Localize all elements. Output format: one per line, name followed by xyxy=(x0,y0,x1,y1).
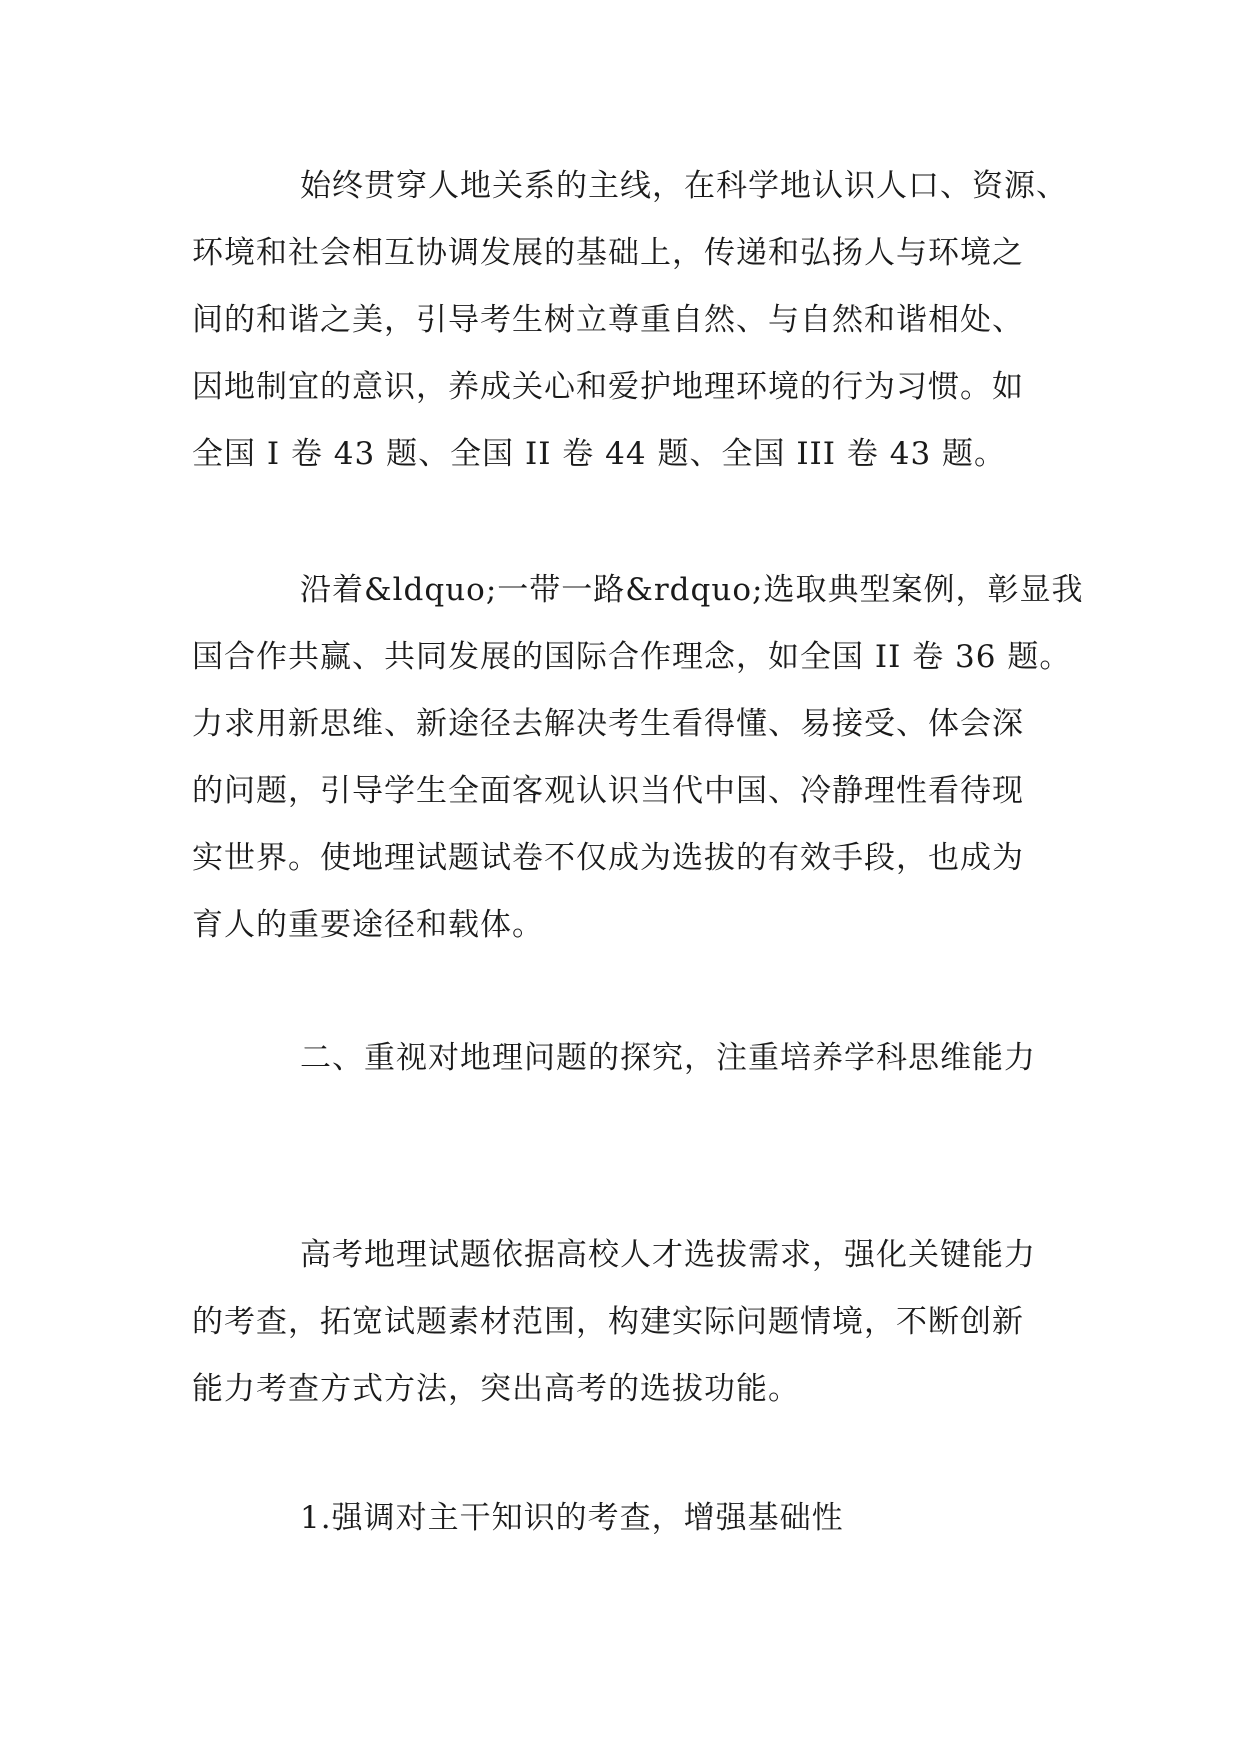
paragraph-line: 能力考查方式方法，突出高考的选拔功能。 xyxy=(192,1371,800,1407)
paragraph-line: 的问题，引导学生全面客观认识当代中国、冷静理性看待现 xyxy=(192,773,1024,809)
paragraph-line: 的考查，拓宽试题素材范围，构建实际问题情境，不断创新 xyxy=(192,1304,1024,1340)
paragraph-line: 因地制宜的意识，养成关心和爱护地理环境的行为习惯。如 xyxy=(192,369,1024,405)
subsection-heading-text: 1.强调对主干知识的考查，增强基础性 xyxy=(300,1500,844,1536)
paragraph-key-abilities xyxy=(192,1222,1072,1423)
paragraph-line: 全国 I 卷 43 题、全国 II 卷 44 题、全国 III 卷 43 题。 xyxy=(192,436,1007,472)
paragraph-line: 间的和谐之美，引导考生树立尊重自然、与自然和谐相处、 xyxy=(192,302,1024,338)
paragraph-line: 沿着&ldquo;一带一路&rdquo;选取典型案例，彰显我 xyxy=(300,572,1084,608)
section-heading xyxy=(192,1025,1072,1092)
paragraph-line: 高考地理试题依据高校人才选拔需求，强化关键能力 xyxy=(300,1237,1036,1273)
subsection-heading xyxy=(192,1485,1072,1552)
paragraph-human-land-relationship xyxy=(192,153,1072,488)
section-heading-text: 二、重视对地理问题的探究，注重培养学科思维能力 xyxy=(300,1040,1036,1076)
paragraph-line: 环境和社会相互协调发展的基础上，传递和弘扬人与环境之 xyxy=(192,235,1024,271)
paragraph-line: 国合作共赢、共同发展的国际合作理念，如全国 II 卷 36 题。 xyxy=(192,639,1072,675)
paragraph-line: 始终贯穿人地关系的主线，在科学地认识人口、资源、 xyxy=(300,168,1068,204)
paragraph-belt-and-road xyxy=(192,557,1084,959)
paragraph-line: 实世界。使地理试题试卷不仅成为选拔的有效手段，也成为 xyxy=(192,840,1024,876)
paragraph-line: 力求用新思维、新途径去解决考生看得懂、易接受、体会深 xyxy=(192,706,1024,742)
paragraph-line: 育人的重要途径和载体。 xyxy=(192,907,544,943)
